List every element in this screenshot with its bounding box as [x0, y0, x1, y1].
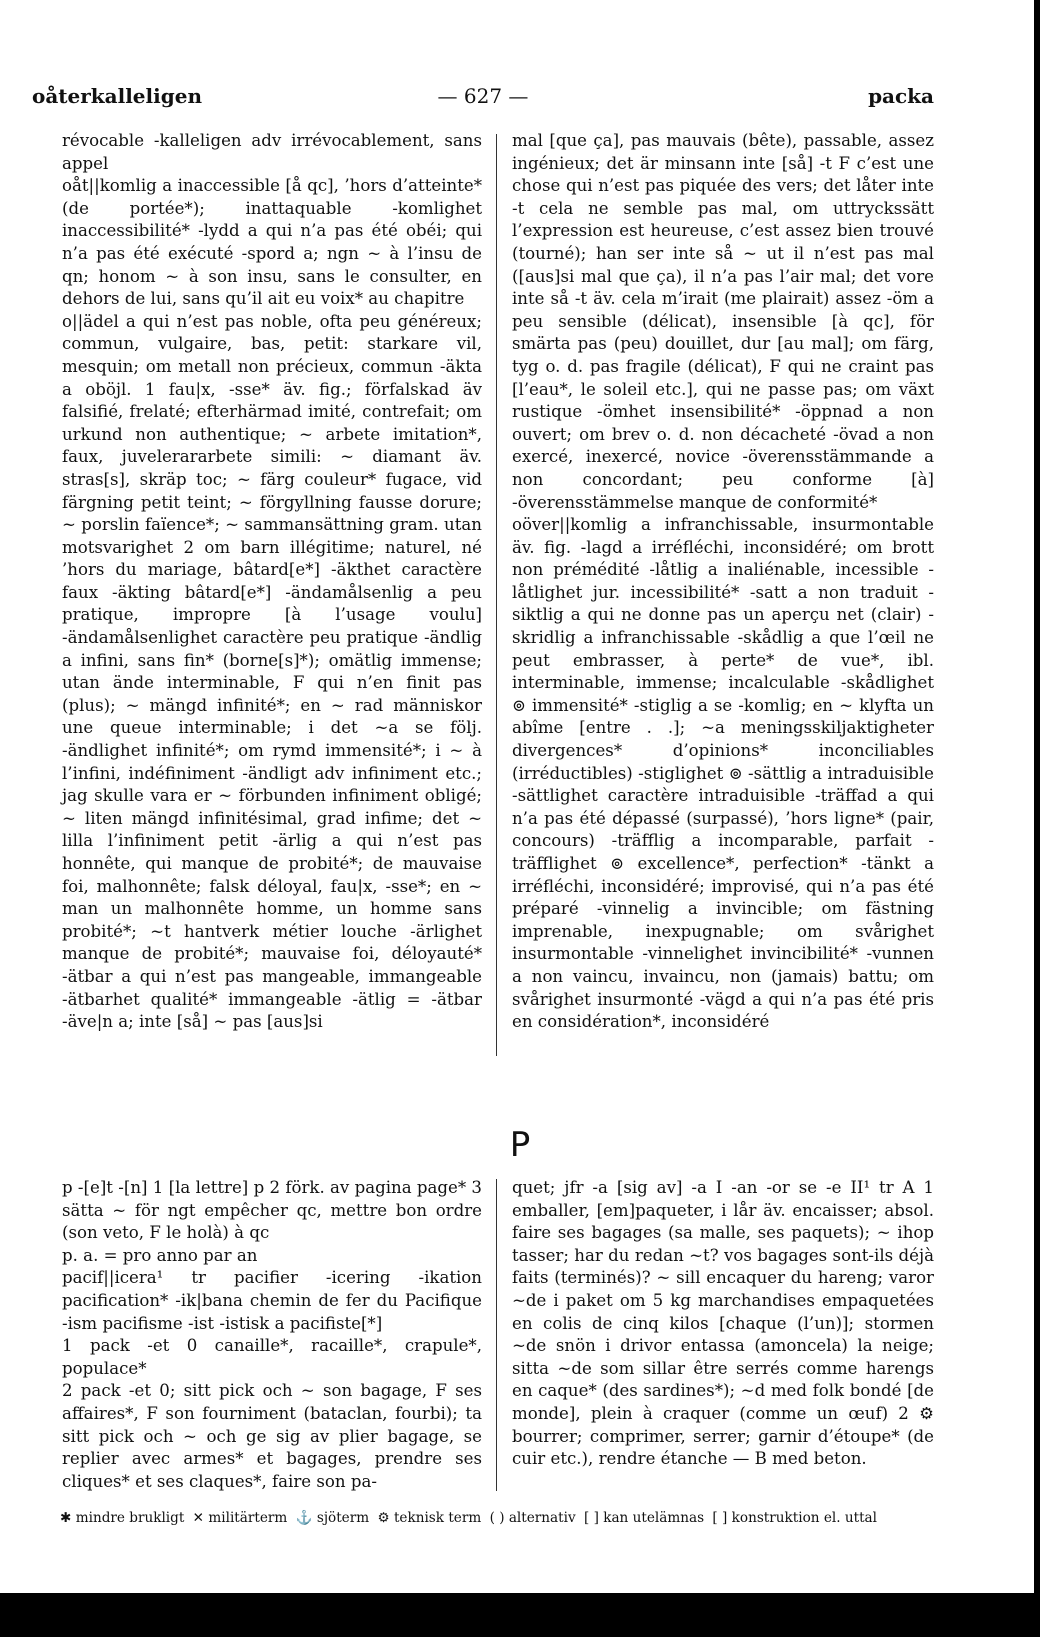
upper-left-column — [62, 130, 482, 1034]
legend-item: ⚙ teknisk term — [377, 1510, 482, 1526]
page-header — [32, 84, 934, 124]
symbol-legend — [60, 1510, 940, 1526]
section-letter: P — [509, 1125, 531, 1165]
dictionary-entry: révocable -kalleligen adv irrévocablement, sans appel — [62, 131, 482, 173]
lower-right-column — [512, 1177, 934, 1471]
column-divider — [496, 134, 497, 1056]
dictionary-entry: quet; jfr -a [sig av] -a I -an -or se -e II¹ tr A 1 emballer, [em]paqueter, i lår äv. encaisser; absol. faire ses bagages (sa malle, ses paquets); ~ ihop tasser; har du redan ~t? vos bagages sont-ils déjà faits (terminés)? ~ sill encaquer du hareng; varor ~de i paket om 5 kg marchandises empaquetées en colis de cinq kilos [chaque (l’un)]; stormen ~de snön i drivor entassa (amoncela) la neige; sitta ~de som sillar être serrés comme harengs en caque* (des sardines*); ~d med folk bondé [de monde], plein à craquer (comme un œuf) 2 ⚙ bourrer; comprimer, serrer; garnir d’étoupe* (de cuir etc.), rendre étanche — B med beton. — [512, 1178, 934, 1469]
legend-item: [ ] konstruktion el. uttal — [712, 1510, 877, 1526]
column-divider — [496, 1179, 497, 1491]
dictionary-entry: oåt||komlig a inaccessible [å qc], ’hors d’atteinte* (de portée*); inattaquable -komlighet inaccessibilité* -lydd a qui n’a pas été obéi; qui n’a pas été exécuté -spord a; ngn ~ à l’insu de qn; honom ~ à son insu, sans le consulter, en dehors de lui, sans qu’il ait eu voix* au chapitre — [62, 176, 482, 309]
legend-item: [ ] kan utelämnas — [583, 1510, 705, 1526]
dictionary-entry: mal [que ça], pas mauvais (bête), passable, assez ingénieux; det är minsann inte [så] -t F c’est une chose qui n’est pas piquée des vers; det låter inte -t cela ne semble pas mal, om uttryckssätt l’expression est heureuse, c’est assez bien trouvé (tourné); han ser inte så ~ ut il n’est pas mal ([aus]si mal que ça), il n’a pas l’air mal; det vore inte så -t äv. cela m’irait (me plairait) assez -öm a peu sensible (délicat), insensible [à qc], för smärta pas (peu) douillet, dur [au mal]; om färg, tyg o. d. pas fragile (délicat), F qui ne craint pas [l’eau*, le soleil etc.], qui ne passe pas; om växt rustique -ömhet insensibilité* -öppnad a non ouvert; om brev o. d. non décacheté -övad a non exercé, inexercé, novice -överensstämmande a non concordant; peu conforme [à] -överensstämmelse manque de conformité* — [512, 131, 934, 512]
lower-left-column — [62, 1177, 482, 1493]
left-guide-word: oåterkalleligen — [32, 84, 202, 108]
legend-item: ( ) alternativ — [489, 1510, 576, 1526]
legend-item: ✱ mindre brukligt — [60, 1510, 185, 1526]
dictionary-entry: 2 pack -et 0; sitt pick och ~ son bagage, F ses affaires*, F son fourniment (bataclan, fourbi); ta sitt pick och ~ och ge sig av plier bagage, se replier avec armes* et bagages, prendre ses cliques* et ses claques*, faire son pa- — [62, 1381, 482, 1491]
dictionary-entry: o||ädel a qui n’est pas noble, ofta peu généreux; commun, vulgaire, bas, petit: starkare vil, mesquin; om metall non précieux, commun -äkta a oböjl. 1 fau|x, -sse* äv. fig.; förfalskad äv falsifié, frelaté; efterhärmad imité, contrefait; om urkund non authentique; ~ arbete imitation*, faux, juvelerararbete simili: ~ diamant äv. stras[s], skräp toc; ~ färg couleur* fugace, vid färgning petit teint; ~ förgyllning fausse dorure; ~ porslin faïence*; ~ sammansättning gram. utan motsvarighet 2 om barn illégitime; naturel, né ’hors du mariage, bâtard[e*] -äkthet caractère faux -äkting bâtard[e*] -ändamålsenlig a peu pratique, impropre [à l’usage voulu] -ändamålsenlighet caractère peu pratique -ändlig a infini, sans fin* (borne[s]*); omätlig immense; utan ände interminable, F qui n’en finit pas (plus); ~ mängd infinité*; en ~ rad människor une queue interminable; i det ~a se följ. -ändlighet infinité*; om rymd immensité*; i ~ à l’infini, indéfiniment -ändligt adv infiniment etc.; jag skulle vara er ~ förbunden infiniment obligé; ~ liten mängd infinitésimal, grad infime; det ~ lilla l’infiniment petit -ärlig a qui n’est pas honnête, qui manque de probité*; de mauvaise foi, malhonnête; falsk déloyal, fau|x, -sse*; en ~ man un malhonnête homme, un homme sans probité*; ~t hantverk métier louche -ärlighet manque de probité*; mauvaise foi, déloyauté* -ätbar a qui n’est pas mangeable, immangeable -ätbarhet qualité* immangeable -ätlig = -ätbar -äve|n a; inte [så] ~ pas [aus]si — [62, 311, 482, 1032]
dictionary-entry: pacif||icera¹ tr pacifier -icering -ikation pacification* -ik|bana chemin de fer du Pacifique -ism pacifisme -ist -istisk a pacifiste[*] — [62, 1268, 482, 1333]
page-number: — 627 — — [437, 84, 529, 108]
dictionary-entry: oöver||komlig a infranchissable, insurmontable äv. fig. -lagd a irréfléchi, inconsidéré; om brott non prémédité -låtlig a inaliénable, incessible -låtlighet jur. incessibilité* -satt a non traduit -siktlig a qui ne donne pas un aperçu net (clair) -skridlig a infranchissable -skådlig a que l’œil ne peut embrasser, à perte* de vue*, ibl. interminable, immense; incalculable -skådlighet ⊚ immensité* -stiglig a se -komlig; en ~ klyfta un abîme [entre . .]; ~a meningsskiljaktigheter divergences* d’opinions* inconciliables (irréductibles) -stiglighet ⊚ -sättlig a intraduisible -sättlighet caractère intraduisible -träffad a qui n’a pas été dépassé (surpassé), ’hors ligne* (pair, concours) -träfflig a incomparable, parfait -träfflighet ⊚ excellence*, perfection* -tänkt a irréfléchi, inconsidéré; improvisé, qui n’a pas été préparé -vinnelig a invincible; om fästning imprenable, inexpugnable; om svårighet insurmontable -vinnelighet invincibilité* -vunnen a non vaincu, invaincu, non (jamais) battu; om svårighet insurmonté -vägd a qui n’a pas été pris en considération*, inconsidéré — [512, 515, 934, 1032]
scan-border-bottom — [0, 1593, 1040, 1637]
upper-right-column — [512, 130, 934, 1034]
legend-item: ✕ militärterm — [192, 1510, 288, 1526]
dictionary-entry: 1 pack -et 0 canaille*, racaille*, crapule*, populace* — [62, 1336, 482, 1378]
scan-border-right — [1034, 0, 1040, 1637]
legend-item: ⚓ sjöterm — [295, 1510, 370, 1526]
dictionary-entry: p. a. = pro anno par an — [62, 1245, 258, 1265]
right-guide-word: packa — [868, 84, 934, 108]
dictionary-entry: p -[e]t -[n] 1 [la lettre] p 2 förk. av pagina page* 3 sätta ~ för ngt empêcher qc, mettre bon ordre (son veto, F le holà) à qc — [62, 1178, 482, 1243]
